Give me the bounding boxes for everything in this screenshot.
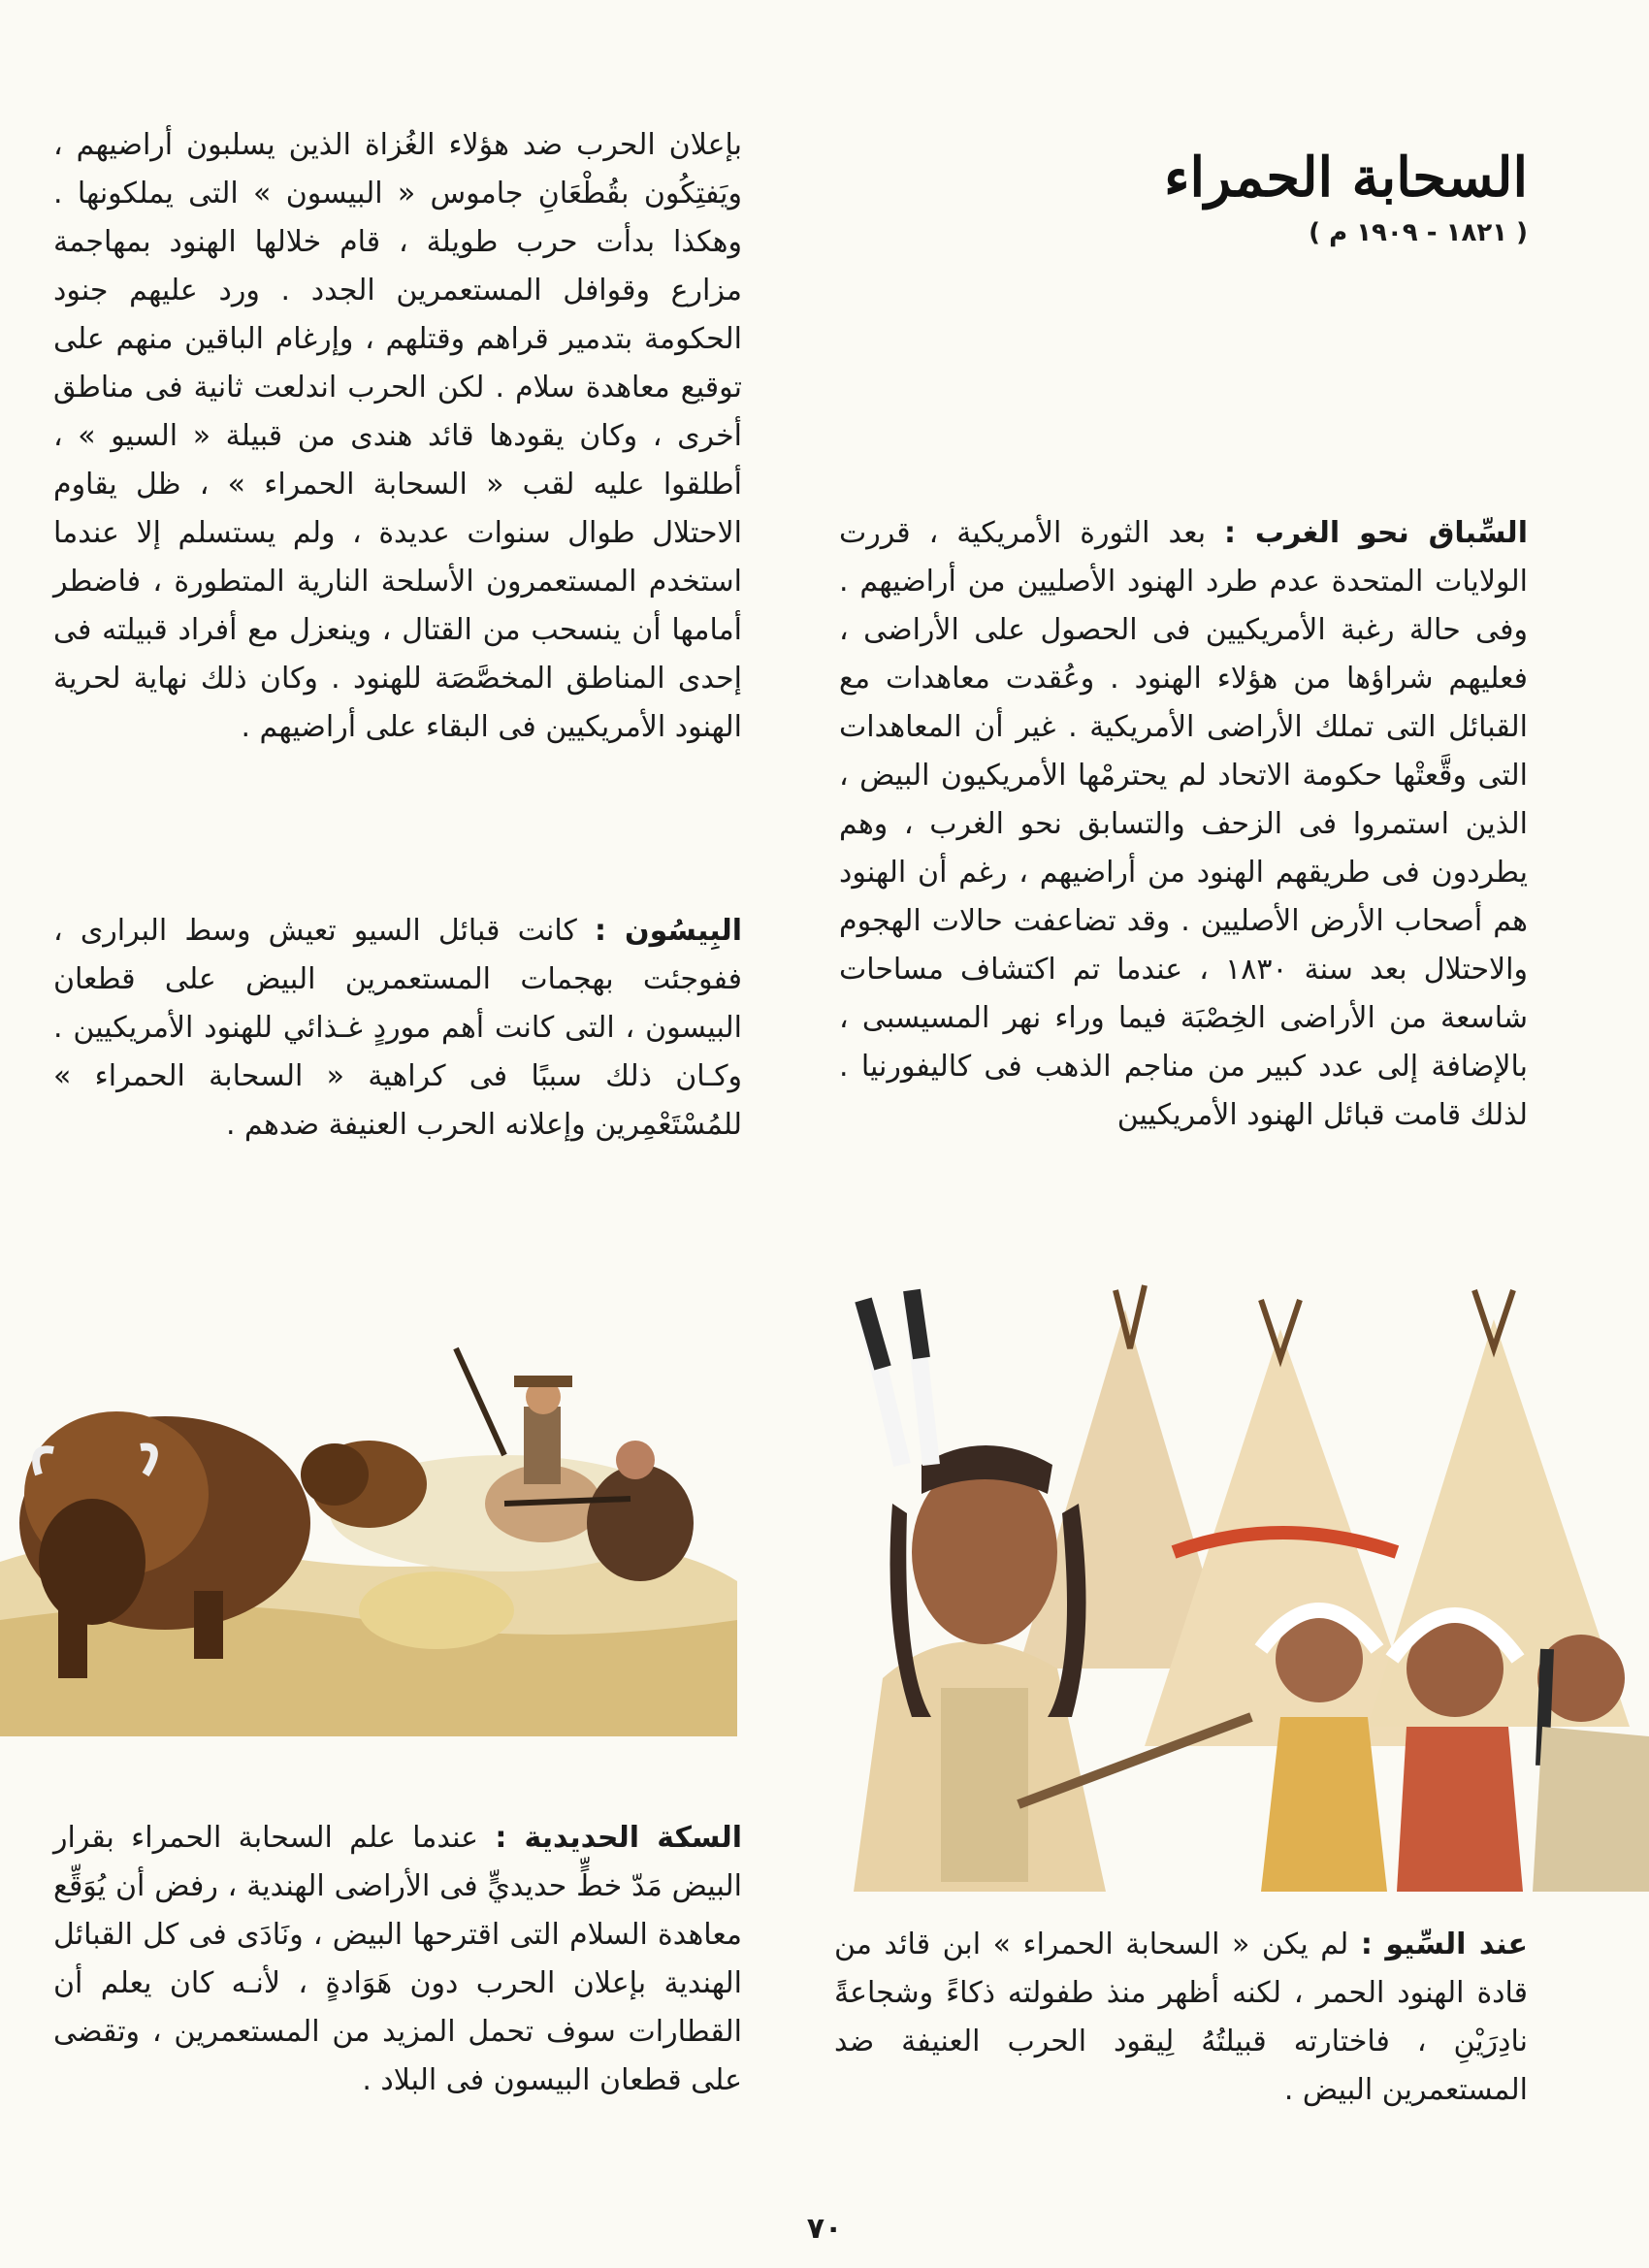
bison-section: [53, 907, 742, 1150]
page-number: ٧٠: [806, 2212, 843, 2246]
bison-hunt-illustration: [0, 1329, 737, 1736]
railway-text: عندما علم السحابة الحمراء بقرار البيض مَدّ خطٍّ حديديٍّ فى الأراضى الهندية ، رفض أن يُوَقِّع معاهدة السلام التى اقترحها البيض ، ونَادَى فى كل القبائل الهندية بإعلان الحرب دون هَوَادةٍ ، لأنـه كان يعلم أن القطارات سوف تحمل المزيد من المستعمرين ، وتقضى على قطعان البيسون فى البلاد .: [53, 1821, 742, 2097]
railway-paragraph: [53, 1814, 742, 2105]
sioux-chiefs-illustration: [824, 1261, 1649, 1892]
bison-paragraph: [53, 907, 742, 1150]
title-dates: ( ١٨٢١ - ١٩٠٩ م ): [1309, 218, 1528, 248]
railway-heading: السكة الحديدية :: [495, 1821, 742, 1855]
race-west-section: [839, 509, 1528, 1140]
sioux-section: [834, 1921, 1528, 2115]
race-west-text: بعد الثورة الأمريكية ، قررت الولايات المتحدة عدم طرد الهنود الأصليين من أراضيهم . وفى حالة رغبة الأمريكيين فى الحصول على الأراضى ، فعليهم شراؤها من هؤلاء الهنود . وعُقدت معاهدات مع القبائل التى تملك الأراضى الأمريكية . غير أن المعاهدات التى وقَّعتْها حكومة الاتحاد لم يحترمْها الأمريكيون البيض ، الذين استمروا فى الزحف والتسابق نحو الغرب ، وهم يطردون فى طريقهم الهنود من أراضيهم ، رغم أن الهنود هم أصحاب الأرض الأصليين . وقد تضاعفت حالات الهجوم والاحتلال بعد سنة ١٨٣٠ ، عندما تم اكتشاف مساحات شاسعة من الأراضى الخِصْبَة فيما وراء نهر المسيسبى ، بالإضافة إلى عدد كبير من مناجم الذهب فى كاليفورنيا . لذلك قامت قبائل الهنود الأمريكيين: [839, 516, 1528, 1132]
race-west-paragraph: [839, 509, 1528, 1140]
page-title: السحابة الحمراء: [1164, 146, 1528, 210]
title-block: [1023, 146, 1528, 247]
sioux-paragraph: [834, 1921, 1528, 2115]
war-paragraph: بإعلان الحرب ضد هؤلاء الغُزاة الذين يسلبون أراضيهم ، ويَفتِكُون بقُطْعَانِ جاموس « البيسون » التى يملكونها . وهكذا بدأت حرب طويلة ، قام خلالها الهنود بمهاجمة مزارع وقوافل المستعمرين الجدد . ورد عليهم جنود الحكومة بتدمير قراهم وقتلهم ، وإرغام الباقين منهم على توقيع معاهدة سلام . لكن الحرب اندلعت ثانية فى مناطق أخرى ، وكان يقودها قائد هندى من قبيلة « السيو » ، أطلقوا عليه لقب « السحابة الحمراء » ، ظل يقاوم الاحتلال طوال سنوات عديدة ، ولم يستسلم إلا عندما استخدم المستعمرون الأسلحة النارية المتطورة ، فاضطر أمامها أن ينسحب من القتال ، وينعزل مع أفراد قبيلته فى إحدى المناطق المخصَّصَة للهنود . وكان ذلك نهاية لحرية الهنود الأمريكيين فى البقاء على أراضيهم .: [53, 128, 742, 744]
race-west-heading: السِّباق نحو الغرب :: [1224, 516, 1528, 550]
sioux-text: لم يكن « السحابة الحمراء » ابن قائد من قادة الهنود الحمر ، لكنه أظهر منذ طفولته ذكاءً وشجاعةً نادِرَيْنِ ، فاختارته قبيلتُهُ لِيقود الحرب العنيفة ضد المستعمرين البيض .: [834, 1928, 1528, 2107]
sioux-heading: عند السِّيو :: [1360, 1928, 1528, 1961]
railway-section: [53, 1814, 742, 2105]
war-section: [53, 121, 742, 752]
bison-text: كانت قبائل السيو تعيش وسط البرارى ، ففوجئت بهجمات المستعمرين البيض على قطعان البيسون ، التى كانت أهم موردٍ غـذائي للهنود الأمريكيين . وكـان ذلك سببًا فى كراهية « السحابة الحمراء » للمُسْتَعْمِرين وإعلانه الحرب العنيفة ضدهم .: [53, 914, 742, 1142]
bison-heading: البِيسُون :: [594, 914, 742, 948]
